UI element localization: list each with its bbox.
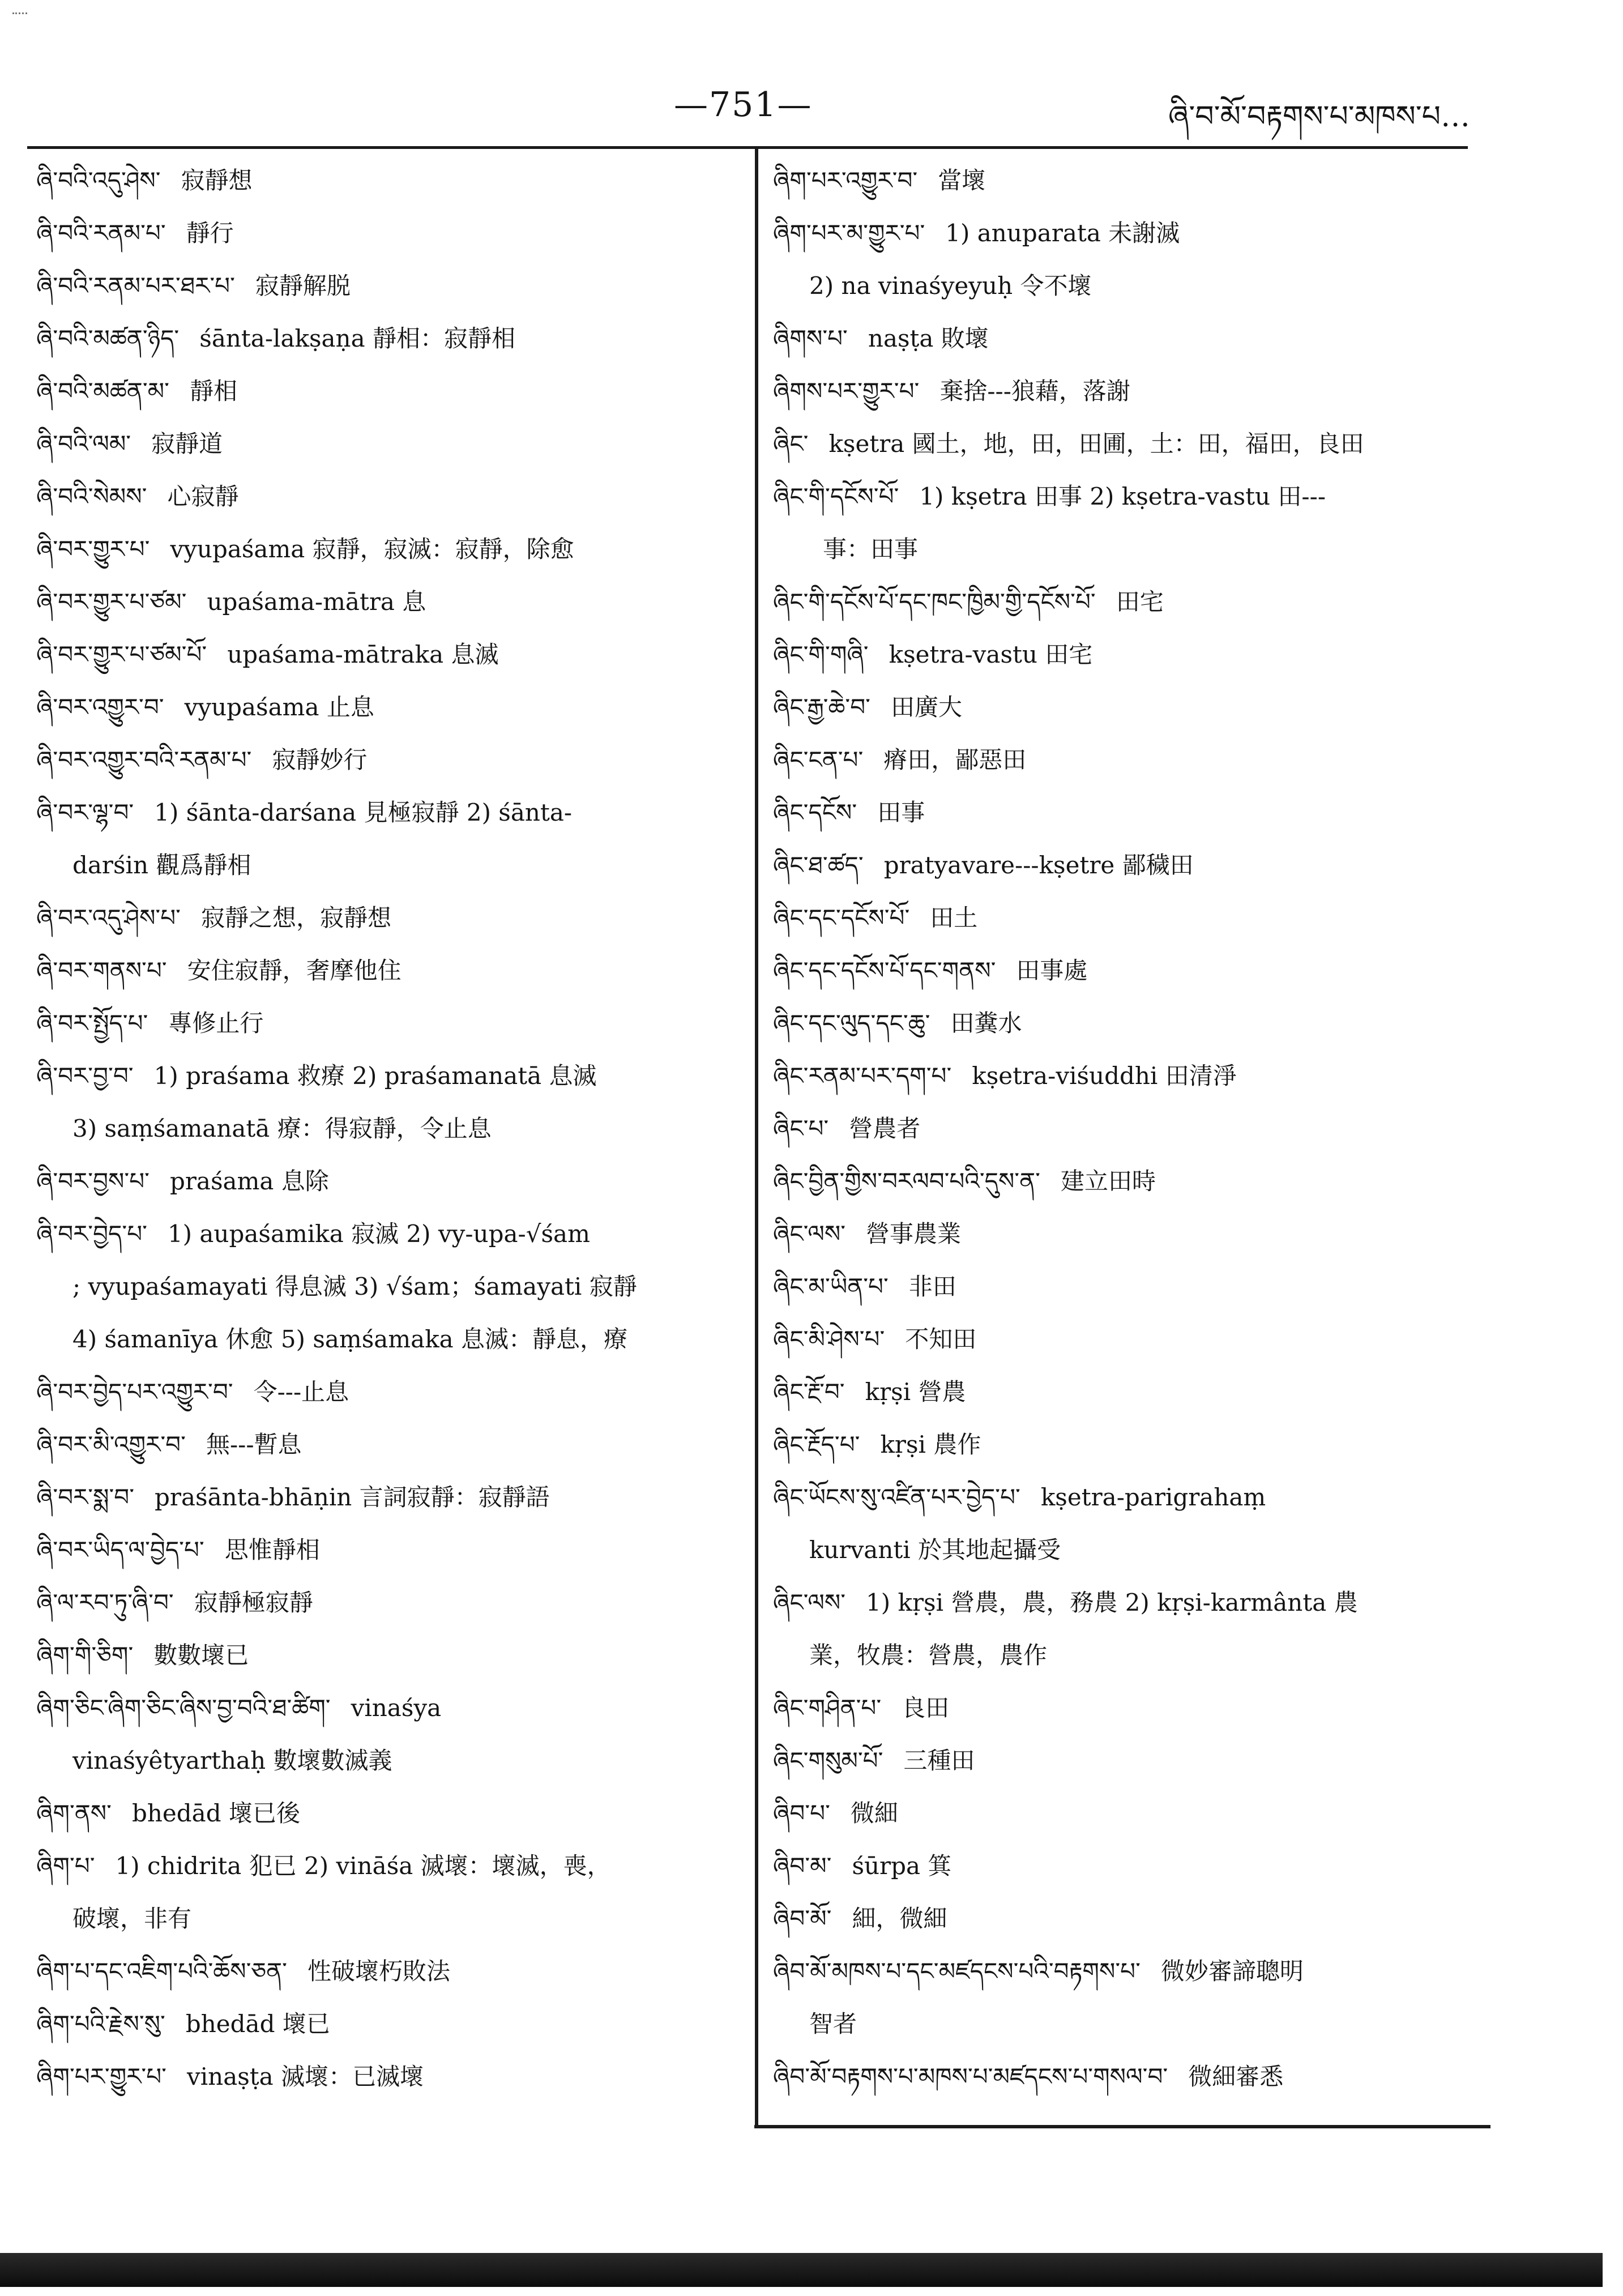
dictionary-entry bbox=[773, 1260, 1481, 1313]
definition: 心寂靜 bbox=[167, 483, 239, 510]
definition: kṣetra-viśuddhi 田清淨 bbox=[972, 1062, 1237, 1090]
tibetan-headword: ཞིག་ནས་ bbox=[36, 1799, 112, 1827]
dictionary-entry bbox=[773, 2050, 1481, 2103]
dictionary-entry bbox=[36, 628, 744, 681]
definition: 田廣大 bbox=[890, 693, 962, 721]
tibetan-headword: ཞིག་པའི་རྗེས་སུ་ bbox=[36, 2010, 165, 2038]
dictionary-entry bbox=[773, 1313, 1481, 1365]
tibetan-headword: ཞི་བའི་འདུ་ཤེས་ bbox=[36, 167, 161, 194]
dictionary-entry bbox=[36, 1629, 744, 1682]
tibetan-headword: ཞིག་པར་གྱུར་པ་ bbox=[36, 2063, 166, 2090]
tibetan-headword: ཞིང་དངོས་ bbox=[773, 799, 857, 826]
definition: 非田 bbox=[908, 1273, 956, 1300]
tibetan-headword: ཞི་བར་སྨ་བ་ bbox=[36, 1483, 135, 1511]
definition: 性破壞朽敗法 bbox=[307, 1957, 450, 1985]
dictionary-entry bbox=[36, 1155, 744, 1207]
tibetan-headword: ཞི་བའི་མཚན་ཉིད་ bbox=[36, 325, 180, 352]
dictionary-entry bbox=[36, 312, 744, 365]
dictionary-entry bbox=[773, 1418, 1481, 1471]
page-number: —751— bbox=[674, 85, 813, 125]
definition: kṛṣi 營農 bbox=[865, 1378, 966, 1406]
definition: 1) praśama 救療 2) praśamanatā 息滅 bbox=[153, 1062, 597, 1090]
dictionary-entry bbox=[36, 733, 744, 786]
tibetan-headword: ཞིབ་མོ་མཁས་པ་དང་མཛདངས་པའི་བརྟགས་པ་ bbox=[773, 1957, 1141, 1985]
definition: 建立田時 bbox=[1060, 1167, 1156, 1195]
scan-edge-bar bbox=[0, 2253, 1603, 2287]
entry-continuation: 破壞，非有 bbox=[72, 1905, 192, 1932]
tibetan-headword: ཞིགས་པ་ bbox=[773, 325, 848, 352]
tibetan-headword: ཞི་བར་འདུ་ཤེས་པ་ bbox=[36, 904, 181, 932]
tibetan-headword: ཞིང་ bbox=[773, 430, 809, 458]
definition: 不知田 bbox=[905, 1325, 977, 1353]
header-rule bbox=[27, 146, 1468, 149]
definition: śūrpa 箕 bbox=[852, 1852, 952, 1880]
tibetan-headword: ཞིག་པ་དང་འཇིག་པའི་ཆོས་ཅན་ bbox=[36, 1957, 287, 1985]
tibetan-headword: ཞིབ་མོ་བརྟགས་པ་མཁས་པ་མཛདངས་པ་གསལ་བ་ bbox=[773, 2063, 1168, 2090]
tibetan-headword: ཞིང་མ་ཡིན་པ་ bbox=[773, 1273, 889, 1300]
definition: vyupaśama 止息 bbox=[184, 693, 374, 721]
definition: 瘠田，鄙惡田 bbox=[883, 746, 1027, 774]
definition: 當壞 bbox=[938, 167, 986, 194]
dictionary-entry bbox=[773, 1787, 1481, 1840]
definition: 1) śānta-darśana 見極寂靜 2) śānta- bbox=[154, 799, 573, 826]
dictionary-entry bbox=[36, 259, 744, 312]
definition: 令---止息 bbox=[253, 1378, 349, 1406]
dictionary-entry bbox=[36, 1049, 744, 1102]
tibetan-headword: ཞི་བར་གྱུར་པ་ཙམ་ bbox=[36, 588, 187, 616]
dictionary-entry bbox=[36, 154, 744, 207]
definition: 田糞水 bbox=[950, 1009, 1022, 1037]
definition: 寂靜道 bbox=[151, 430, 223, 458]
tibetan-headword: ཞིབ་མ་ bbox=[773, 1852, 832, 1880]
tibetan-headword: ཞིང་མི་ཤེས་པ་ bbox=[773, 1325, 885, 1353]
tibetan-headword: ཞིག་པར་འགྱུར་བ་ bbox=[773, 167, 918, 194]
tibetan-headword: ཞིང་པ་ bbox=[773, 1115, 829, 1142]
dictionary-entry bbox=[36, 1523, 744, 1576]
definition: bhedād 壞已 bbox=[185, 2010, 330, 2038]
tibetan-headword: ཞིང་རྒྱ་ཆེ་བ་ bbox=[773, 693, 870, 721]
dictionary-entry bbox=[36, 417, 744, 470]
dictionary-entry bbox=[773, 1945, 1481, 1998]
dictionary-entry bbox=[36, 1576, 744, 1629]
tibetan-headword: ཞི་བར་གྱུར་པ་ bbox=[36, 535, 150, 563]
definition: kṣetra 國土，地，田，田圃，土：田，福田，良田 bbox=[828, 430, 1364, 458]
definition: śānta-lakṣaṇa 靜相：寂靜相 bbox=[199, 325, 515, 352]
dictionary-entry bbox=[36, 1998, 744, 2050]
definition: bhedād 壞已後 bbox=[131, 1799, 300, 1827]
entry-continuation: darśin 觀爲靜相 bbox=[72, 851, 251, 879]
tibetan-headword: ཞིབ་མོ་ bbox=[773, 1905, 832, 1932]
definition: 寂靜極寂靜 bbox=[194, 1589, 313, 1616]
definition: 三種田 bbox=[903, 1747, 975, 1774]
dictionary-entry bbox=[773, 1207, 1481, 1260]
dictionary-entry bbox=[773, 1102, 1481, 1155]
dictionary-entry bbox=[773, 1576, 1481, 1629]
dictionary-entry bbox=[773, 839, 1481, 891]
dictionary-entry bbox=[773, 365, 1481, 417]
definition: 田事處 bbox=[1016, 957, 1088, 984]
dictionary-entry bbox=[773, 154, 1481, 207]
definition: praśama 息除 bbox=[169, 1167, 329, 1195]
tibetan-headword: ཞིང་དང་ལུད་དང་ཆུ་ bbox=[773, 1009, 930, 1037]
definition: 1) kṛṣi 營農，農，務農 2) kṛṣi-karmânta 農 bbox=[866, 1589, 1358, 1616]
dictionary-entry bbox=[36, 365, 744, 417]
definition: pratyavare---kṣetre 鄙穢田 bbox=[883, 851, 1194, 879]
dictionary-entry bbox=[773, 944, 1481, 997]
dictionary-entry bbox=[36, 1207, 744, 1260]
definition: upaśama-mātraka 息滅 bbox=[227, 641, 499, 668]
dictionary-entry bbox=[36, 1365, 744, 1418]
tibetan-headword: ཞིང་དང་དངོས་པོ་དང་གནས་ bbox=[773, 957, 996, 984]
dictionary-entry bbox=[36, 891, 744, 944]
entry-continuation: 4) śamanīya 休愈 5) saṃśamaka 息滅：靜息，療 bbox=[72, 1325, 628, 1353]
dictionary-entry bbox=[36, 2050, 744, 2103]
definition: vinaṣṭa 滅壞：已滅壞 bbox=[187, 2063, 424, 2090]
dictionary-entry bbox=[773, 786, 1481, 839]
definition: kṣetra-vastu 田宅 bbox=[889, 641, 1093, 668]
definition: 專修止行 bbox=[168, 1009, 264, 1037]
definition: 安住寂靜，奢摩他住 bbox=[187, 957, 402, 984]
tibetan-headword: ཞིང་རྔོད་པ་ bbox=[773, 1431, 860, 1458]
right-column bbox=[773, 154, 1481, 2103]
definition: 寂靜之想，寂靜想 bbox=[200, 904, 391, 932]
definition: 寂靜妙行 bbox=[272, 746, 368, 774]
dictionary-entry bbox=[36, 1418, 744, 1471]
tibetan-headword: ཞི་ལ་རབ་ཏུ་ཞི་བ་ bbox=[36, 1589, 174, 1616]
tibetan-headword: ཞི་བར་གནས་པ་ bbox=[36, 957, 167, 984]
dictionary-entry bbox=[36, 523, 744, 575]
dictionary-entry bbox=[36, 470, 744, 523]
definition: vinaśya bbox=[351, 1694, 442, 1722]
dictionary-entry bbox=[773, 891, 1481, 944]
tibetan-headword: ཞིགས་པར་གྱུར་པ་ bbox=[773, 377, 920, 405]
definition: 思惟靜相 bbox=[224, 1536, 320, 1564]
definition: 靜行 bbox=[186, 219, 234, 247]
dictionary-entry bbox=[36, 1945, 744, 1998]
dictionary-entry bbox=[773, 1682, 1481, 1734]
tibetan-headword: ཞིང་གི་གཞི་ bbox=[773, 641, 869, 668]
dictionary-entry bbox=[36, 1840, 744, 1892]
definition: 營事農業 bbox=[866, 1220, 962, 1248]
definition: 1) kṣetra 田事 2) kṣetra-vastu 田--- bbox=[919, 483, 1326, 510]
definition: kṛṣi 農作 bbox=[880, 1431, 981, 1458]
tibetan-headword: ཞི་བར་འགྱུར་བའི་རནམ་པ་ bbox=[36, 746, 252, 774]
definition: 田事 bbox=[877, 799, 925, 826]
dictionary-entry bbox=[36, 786, 744, 839]
dictionary-entry bbox=[773, 1892, 1481, 1945]
dictionary-entry bbox=[36, 997, 744, 1049]
dictionary-entry bbox=[773, 1734, 1481, 1787]
tibetan-headword: ཞིང་དང་དངོས་པོ་ bbox=[773, 904, 910, 932]
definition: 數數壞已 bbox=[153, 1641, 249, 1669]
tibetan-headword: ཞིང་གི་དངོས་པོ་ bbox=[773, 483, 899, 510]
definition: praśānta-bhāṇin 言詞寂靜：寂靜語 bbox=[155, 1483, 550, 1511]
tibetan-headword: ཞིག་པ་ bbox=[36, 1852, 95, 1880]
definition: 1) anuparata 未謝滅 bbox=[945, 219, 1180, 247]
entry-continuation: kurvanti 於其地起攝受 bbox=[809, 1536, 1061, 1564]
tibetan-headword: ཞིང་ཡོངས་སུ་འཛིན་པར་བྱེད་པ་ bbox=[773, 1483, 1020, 1511]
tibetan-headword: ཞི་བའི་ལམ་ bbox=[36, 430, 131, 458]
tibetan-headword: ཞིག་ཅིང་ཞིག་ཅིང་ཞིས་བྱ་བའི་ཐ་ཚིག་ bbox=[36, 1694, 331, 1722]
dictionary-entry bbox=[36, 207, 744, 259]
definition: 營農者 bbox=[849, 1115, 921, 1142]
tibetan-headword: ཞིག་གི་ཅིག་ bbox=[36, 1641, 134, 1669]
dictionary-entry bbox=[773, 417, 1481, 470]
tibetan-headword: ཞི་བར་སྤྱོད་པ་ bbox=[36, 1009, 148, 1037]
entry-continuation: 事：田事 bbox=[823, 535, 919, 563]
dictionary-entry bbox=[773, 1471, 1481, 1523]
entry-continuation: 3) saṃśamanatā 療：得寂靜，令止息 bbox=[72, 1115, 492, 1142]
tibetan-headword: ཞིང་རནམ་པར་དག་པ་ bbox=[773, 1062, 952, 1090]
dictionary-entry bbox=[773, 997, 1481, 1049]
definition: 無---暫息 bbox=[206, 1431, 302, 1458]
dictionary-entry bbox=[773, 470, 1481, 523]
tibetan-headword: ཞིང་རྔོ་བ་ bbox=[773, 1378, 845, 1406]
entry-continuation: 業，牧農：營農，農作 bbox=[809, 1641, 1048, 1669]
dictionary-entry bbox=[773, 1049, 1481, 1102]
tibetan-headword: ཞི་བར་ལྷ་བ་ bbox=[36, 799, 134, 826]
tibetan-headword: ཞིང་གསུམ་པོ་ bbox=[773, 1747, 883, 1774]
definition: 微細審悉 bbox=[1188, 2063, 1284, 2090]
definition: 微細 bbox=[850, 1799, 898, 1827]
dictionary-entry bbox=[773, 628, 1481, 681]
tibetan-headword: ཞི་བར་བྱེད་པ་ bbox=[36, 1220, 147, 1248]
tibetan-headword: ཞིང་ལས་ bbox=[773, 1220, 846, 1248]
dictionary-entry bbox=[36, 944, 744, 997]
definition: 良田 bbox=[902, 1694, 950, 1722]
dictionary-entry bbox=[36, 1787, 744, 1840]
dictionary-entry bbox=[773, 681, 1481, 733]
tibetan-headword: ཞིབ་པ་ bbox=[773, 1799, 830, 1827]
entry-continuation: vinaśyêtyarthaḥ 數壞數滅義 bbox=[72, 1747, 392, 1774]
definition: vyupaśama 寂靜，寂滅：寂靜，除愈 bbox=[170, 535, 574, 563]
dictionary-entry bbox=[773, 312, 1481, 365]
definition: 寂靜解脱 bbox=[255, 272, 351, 300]
tibetan-headword: ཞི་བར་མི་འགྱུར་བ་ bbox=[36, 1431, 186, 1458]
dictionary-entry bbox=[36, 575, 744, 628]
dictionary-entry bbox=[773, 207, 1481, 259]
tibetan-headword: ཞི་བར་འགྱུར་བ་ bbox=[36, 693, 164, 721]
tibetan-headword: ཞི་བར་བྱས་པ་ bbox=[36, 1167, 150, 1195]
dictionary-entry bbox=[773, 1840, 1481, 1892]
tibetan-headword: ཞི་བའི་རནམ་པར་ཐར་པ་ bbox=[36, 272, 235, 300]
tibetan-headword: ཞི་བར་ཡིད་ལ་བྱེད་པ་ bbox=[36, 1536, 204, 1564]
running-head: ཞི་བ་མོ་བརྟགས་པ་མཁས་པ… bbox=[1168, 100, 1470, 134]
dictionary-entry bbox=[773, 1155, 1481, 1207]
definition: kṣetra-parigrahaṃ bbox=[1040, 1483, 1266, 1511]
definition: 田土 bbox=[930, 904, 978, 932]
definition: 細，微細 bbox=[852, 1905, 947, 1932]
definition: 靜相 bbox=[189, 377, 237, 405]
definition: 1) aupaśamika 寂滅 2) vy-upa-√śam bbox=[167, 1220, 590, 1248]
dictionary-entry bbox=[773, 1365, 1481, 1418]
tibetan-headword: ཞི་བའི་རནམ་པ་ bbox=[36, 219, 166, 247]
dictionary-entry bbox=[36, 1471, 744, 1523]
definition: 1) chidrita 犯已 2) vināśa 滅壞：壞滅，喪， bbox=[115, 1852, 611, 1880]
tibetan-headword: ཞིང་ཐ་ཚད་ bbox=[773, 851, 864, 879]
tibetan-headword: ཞི་བར་གྱུར་པ་ཙམ་པོ་ bbox=[36, 641, 207, 668]
tibetan-headword: ཞི་བར་བྱ་བ་ bbox=[36, 1062, 134, 1090]
tibetan-headword: ཞིང་བྱིན་གྱིས་བརལབ་པའི་དུས་ན་ bbox=[773, 1167, 1040, 1195]
entry-continuation: ; vyupaśamayati 得息滅 3) √śam；śamayati 寂靜 bbox=[72, 1273, 637, 1300]
entry-continuation: 2) na vinaśyeyuḥ 令不壞 bbox=[809, 272, 1092, 300]
definition: naṣṭa 敗壞 bbox=[868, 325, 989, 352]
tibetan-headword: ཞི་བར་བྱེད་པར་འགྱུར་བ་ bbox=[36, 1378, 233, 1406]
definition: 寂靜想 bbox=[181, 167, 253, 194]
dictionary-entry bbox=[773, 733, 1481, 786]
tibetan-headword: ཞིང་གཤིན་པ་ bbox=[773, 1694, 882, 1722]
definition: upaśama-mātra 息 bbox=[207, 588, 426, 616]
left-column bbox=[36, 154, 744, 2103]
tibetan-headword: ཞིང་གི་དངོས་པོ་དང་ཁང་ཁྱིམ་གྱི་དངོས་པོ་ bbox=[773, 588, 1096, 616]
scan-speck bbox=[12, 12, 27, 24]
definition: 田宅 bbox=[1116, 588, 1164, 616]
tibetan-headword: ཞི་བའི་སེམས་ bbox=[36, 483, 147, 510]
dictionary-entry bbox=[36, 681, 744, 733]
tibetan-headword: ཞི་བའི་མཚན་མ་ bbox=[36, 377, 169, 405]
dictionary-entry bbox=[36, 1682, 744, 1734]
dictionary-entry bbox=[773, 575, 1481, 628]
entry-continuation: 智者 bbox=[809, 2010, 857, 2038]
footer-rule bbox=[754, 2125, 1490, 2128]
definition: 微妙審諦聰明 bbox=[1160, 1957, 1304, 1985]
column-divider bbox=[755, 148, 758, 2126]
tibetan-headword: ཞིག་པར་མ་གྱུར་པ་ bbox=[773, 219, 925, 247]
definition: 棄捨---狼藉，落謝 bbox=[939, 377, 1130, 405]
tibetan-headword: ཞིང་ལས་ bbox=[773, 1589, 846, 1616]
tibetan-headword: ཞིང་ངན་པ་ bbox=[773, 746, 864, 774]
